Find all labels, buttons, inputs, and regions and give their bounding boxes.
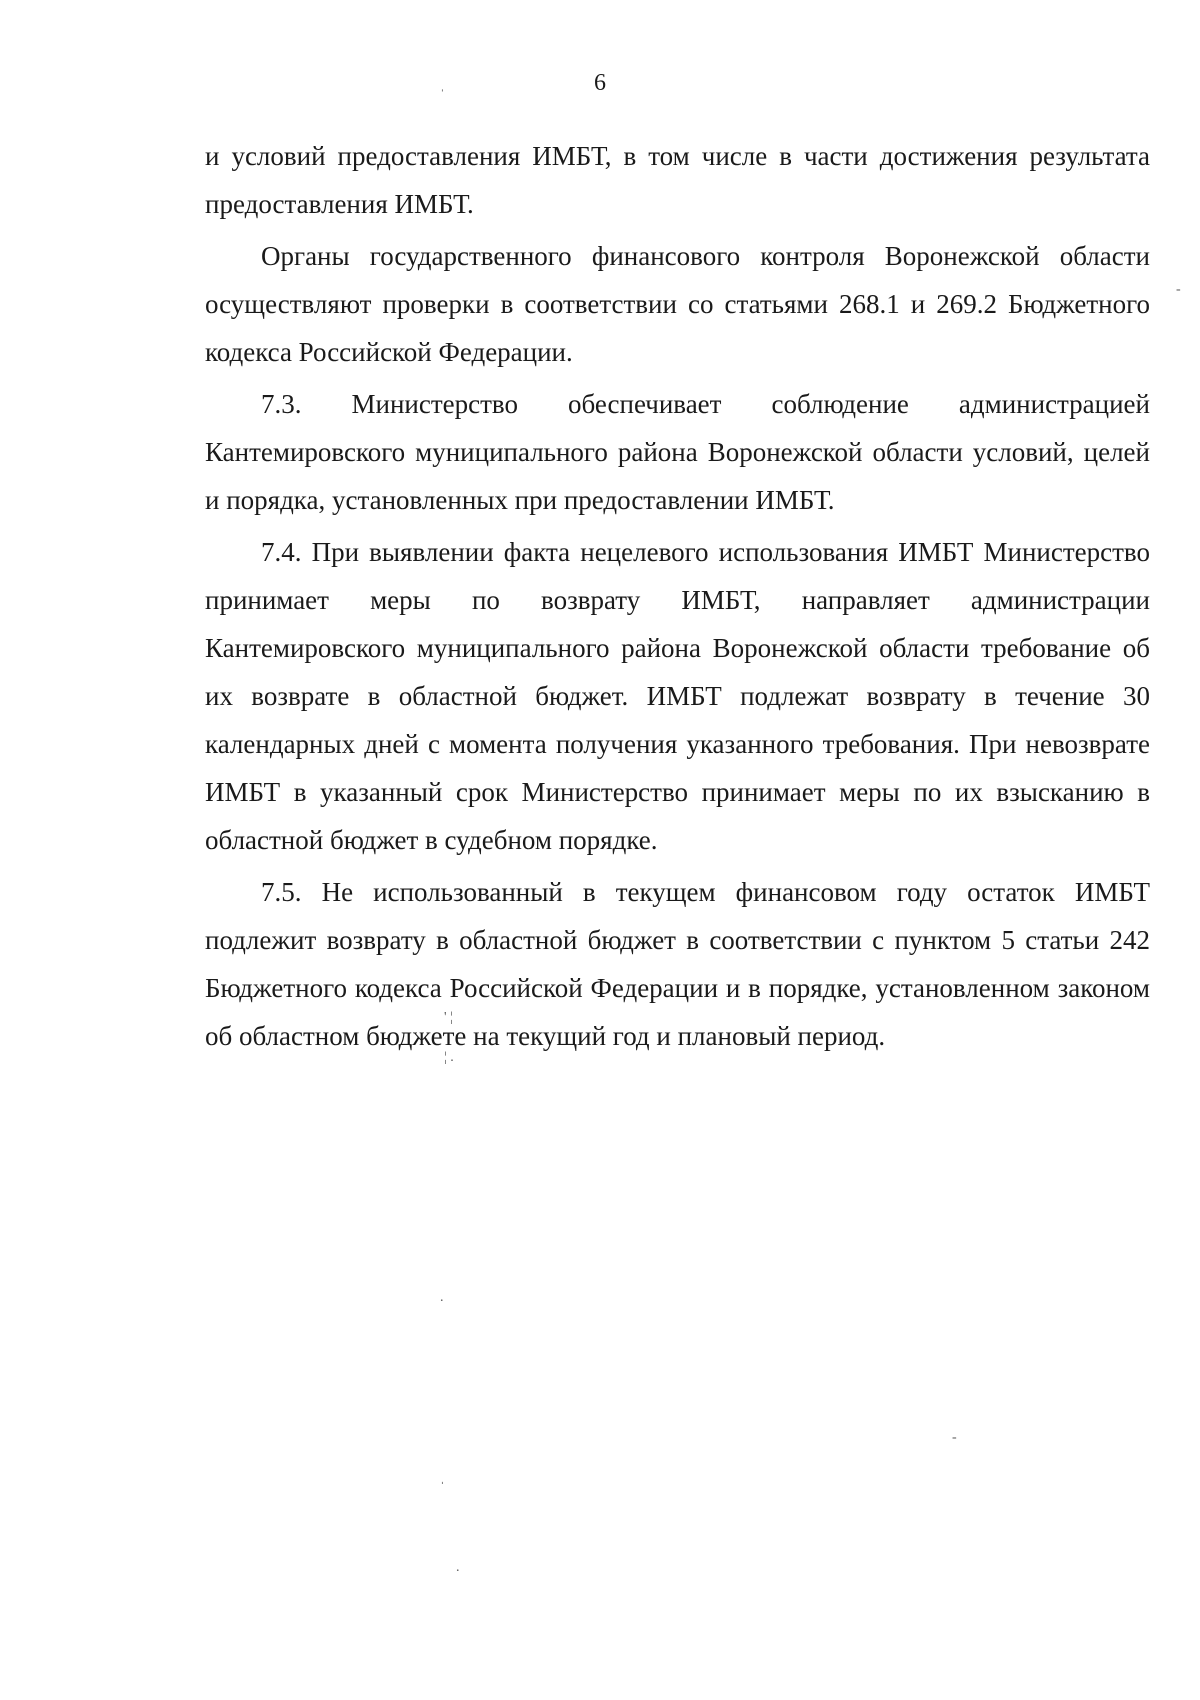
paragraph-continuation: и условий предоставления ИМБТ, в том числе в части достижения результата предоставления ИМБТ.: [205, 141, 1150, 219]
scan-artifact: .: [456, 1560, 460, 1575]
scan-artifact: -: [1176, 282, 1181, 297]
scan-artifact: ˈ: [440, 88, 445, 103]
scan-artifact: ¦ .: [444, 1050, 454, 1065]
document-body: [205, 132, 1150, 1064]
scan-artifact: -: [952, 1430, 957, 1445]
paragraph-7-5: 7.5. Не использованный в текущем финансовом году остаток ИМБТ подлежит возврату в областной бюджет в соответствии с пунктом 5 статьи 242 Бюджетного кодекса Российской Федерации и в порядке, установленном законом об областном бюджете на текущий год и плановый период.: [205, 877, 1150, 1051]
scan-artifact: ' ¦: [444, 1010, 453, 1025]
page-number: 6: [594, 70, 606, 96]
scan-artifact: .: [440, 1290, 444, 1305]
paragraph-financial-control: Органы государственного финансового контроля Воронежской области осуществляют проверки в соответствии со статьями 268.1 и 269.2 Бюджетного кодекса Российской Федерации.: [205, 241, 1150, 367]
paragraph-7-4: 7.4. При выявлении факта нецелевого использования ИМБТ Министерство принимает меры по возврату ИМБТ, направляет администрации Кантемировского муниципального района Воронежской области требование об их возврате в областной бюджет. ИМБТ подлежат возврату в течение 30 календарных дней с момента получения указанного требования. При невозврате ИМБТ в указанный срок Министерство принимает меры по их взысканию в областной бюджет в судебном порядке.: [205, 537, 1150, 855]
scan-artifact: ˌ: [440, 1470, 445, 1485]
paragraph-7-3: 7.3. Министерство обеспечивает соблюдение администрацией Кантемировского муниципального района Воронежской области условий, целей и порядка, установленных при предоставлении ИМБТ.: [205, 389, 1150, 515]
